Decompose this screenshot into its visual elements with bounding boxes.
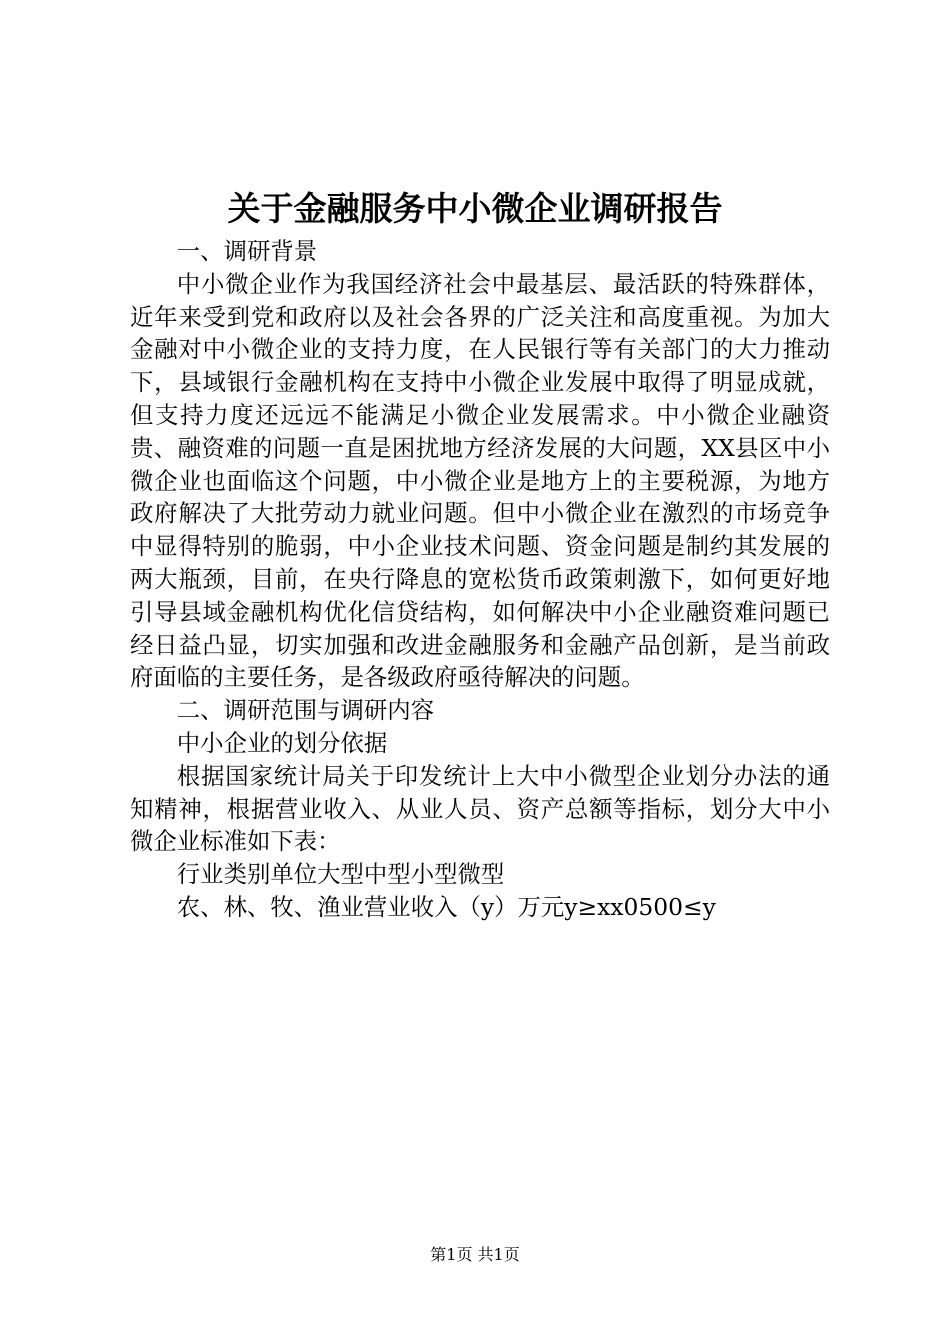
paragraph-classification: 根据国家统计局关于印发统计上大中小微型企业划分办法的通知精神，根据营业收入、从业人员、资产总额等指标，划分大中小微企业标准如下表：: [130, 761, 830, 856]
heading-scope: 二、调研范围与调研内容: [176, 696, 435, 725]
document-title: 关于金融服务中小微企业调研报告: [227, 189, 723, 228]
table-header-line: 行业类别单位大型中型小型微型: [176, 860, 505, 889]
paragraph-background: 中小微企业作为我国经济社会中最基层、最活跃的特殊群体，近年来受到党和政府以及社会各界的广泛关注和高度重视。为加大金融对中小微企业的支持力度，在人民银行等有关部门的大力推动下，县域银行金融机构在支持中小微企业发展中取得了明显成就，但支持力度还远远不能满足小微企业发展需求。中小微企业融资贵、融资难的问题一直是困扰地方经济发展的大问题，XX县区中小微企业也面临这个问题，中小微企业是地方上的主要税源，为地方政府解决了大批劳动力就业问题。但中小微企业在激烈的市场竞争中显得特别的脆弱，中小企业技术问题、资金问题是制约其发展的两大瓶颈，目前，在央行降息的宽松货币政策刺激下，如何更好地引导县域金融机构优化信贷结构，如何解决中小企业融资难问题已经日益凸显，切实加强和改进金融服务和金融产品创新，是当前政府面临的主要任务，是各级政府亟待解决的问题。: [130, 269, 830, 692]
document-body: [130, 235, 830, 924]
table-row-line: 农、林、牧、渔业营业收入（y）万元y≥xx0500≤y: [176, 892, 716, 921]
heading-background: 一、调研背景: [176, 237, 318, 265]
subheading-classification: 中小企业的划分依据: [176, 728, 388, 757]
page-number: 第1页 共1页: [430, 1245, 520, 1264]
